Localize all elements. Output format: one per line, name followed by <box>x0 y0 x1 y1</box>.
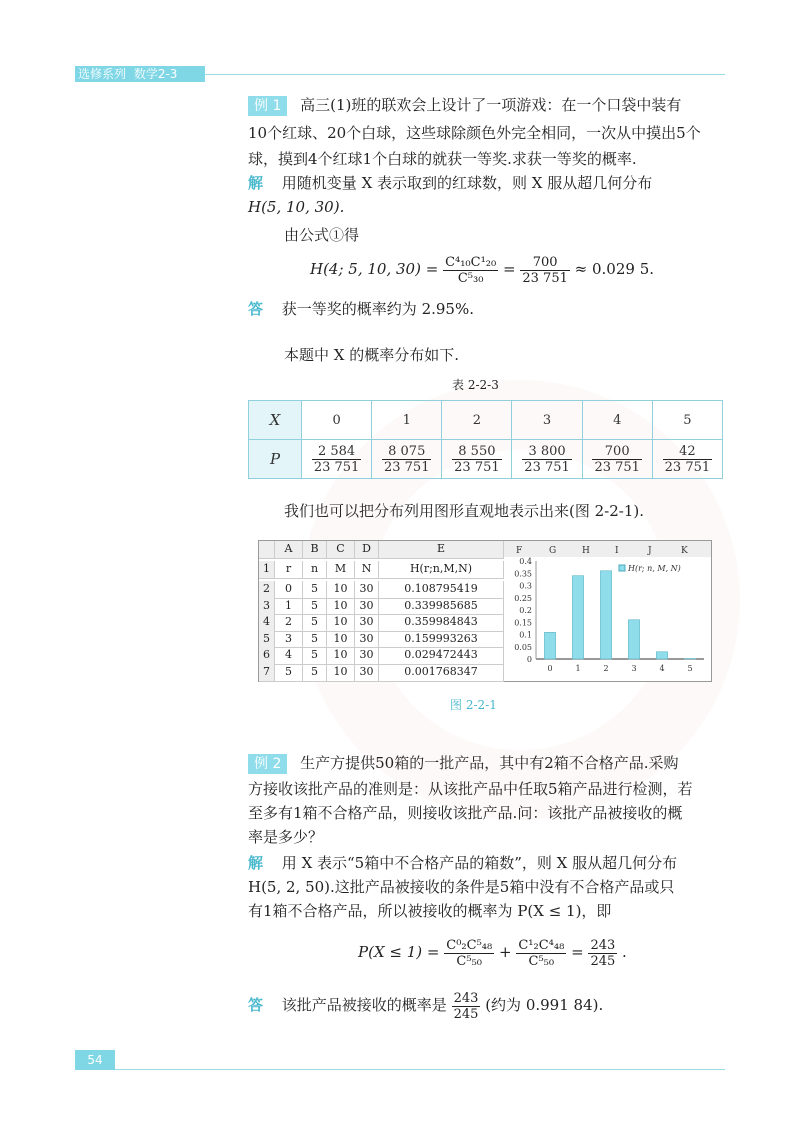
spreadsheet-figure <box>258 540 712 682</box>
sheet-cell: 10 <box>327 664 355 681</box>
chart-bar <box>656 652 667 659</box>
sheet-cell: 30 <box>355 614 379 631</box>
formula-1-frac-1-num: C⁴₁₀C¹₂₀ <box>445 254 497 270</box>
y-tick-label: 0.4 <box>519 557 532 566</box>
y-tick-label: 0.35 <box>514 569 532 579</box>
sheet-chart-column-header <box>504 541 711 557</box>
sheet-column-letter: F <box>516 546 523 556</box>
sheet-cell: 5 <box>303 631 327 648</box>
solution-1-text: 用随机变量 X 表示取到的红球数，则 X 服从超几何分布 <box>281 174 653 192</box>
sheet-cell: 2 <box>259 581 275 598</box>
sheet-cell: n <box>303 561 327 578</box>
solution-2-line-1 <box>248 852 677 874</box>
formula-1-frac-2 <box>520 255 570 286</box>
series-name: 选修系列 <box>78 67 127 81</box>
sheet-cell: 0.339985685 <box>379 598 504 615</box>
graph-intro: 我们也可以把分布列用图形直观地表示出来(图 2-2-1). <box>284 502 645 520</box>
y-tick-label: 0.3 <box>519 581 532 591</box>
sheet-cell: B <box>303 541 327 558</box>
example-1-line-3: 球，摸到4个红球1个白球的就获一等奖.求获一等奖的概率. <box>248 150 637 168</box>
formula-2-frac-2-den: C⁵₅₀ <box>528 953 555 969</box>
solution-1-line-2: H(5, 10, 30). <box>248 198 345 216</box>
sheet-cell: 0.029472443 <box>379 647 504 664</box>
x-tick-label: 1 <box>575 664 581 673</box>
table-cell-p <box>302 440 372 479</box>
sheet-column-header <box>259 541 504 559</box>
sheet-cell: 10 <box>327 647 355 664</box>
sheet-cell: 3 <box>275 631 303 648</box>
p-num: 42 <box>663 444 713 460</box>
formula-1-frac-1 <box>443 255 498 286</box>
spreadsheet-grid <box>259 541 504 681</box>
formula-2-frac-3 <box>588 938 617 969</box>
table-cell-x: 2 <box>442 401 512 440</box>
table-cell-p <box>512 440 582 479</box>
p-den: 23 751 <box>524 459 570 475</box>
answer-2 <box>248 988 603 1022</box>
solution-2-line-3: 有1箱不合格产品，所以被接收的概率为 P(X ≤ 1)，即 <box>248 902 612 920</box>
formula-1-frac-2-num: 700 <box>520 255 570 271</box>
sheet-cell: 30 <box>355 647 379 664</box>
solution-2-line-2: H(5, 2, 50).这批产品被接收的条件是5箱中没有不合格产品或只 <box>248 878 675 896</box>
sheet-data-row <box>259 581 504 599</box>
example-2-line-4: 率是多少？ <box>248 828 324 846</box>
sheet-data-row <box>259 614 504 632</box>
sheet-header-row <box>259 561 504 579</box>
sheet-cell: 10 <box>327 614 355 631</box>
p-den: 23 751 <box>594 459 640 475</box>
sheet-cell: 1 <box>275 598 303 615</box>
p-num: 8 550 <box>452 444 502 460</box>
formula-1-left: H(4; 5, 10, 30) = <box>310 260 439 278</box>
y-tick-label: 0.15 <box>514 618 532 628</box>
table-cell-p <box>372 440 442 479</box>
sheet-cell <box>259 541 275 558</box>
table-cell-x: 1 <box>372 401 442 440</box>
table-cell-p <box>652 440 722 479</box>
sheet-cell: N <box>355 561 379 578</box>
solution-keyword: 解 <box>248 174 264 192</box>
sheet-column-letter: H <box>582 546 590 556</box>
y-tick-label: 0.2 <box>519 606 532 615</box>
sheet-cell: 4 <box>275 647 303 664</box>
formula-1 <box>310 252 654 286</box>
formula-1-frac-1-den: C⁵₃₀ <box>457 270 484 286</box>
page-number: 54 <box>75 1050 115 1070</box>
formula-2-frac-1 <box>444 938 494 969</box>
solution-1-line-3: 由公式①得 <box>284 226 360 244</box>
sheet-cell: 0.108795419 <box>379 581 504 598</box>
sheet-cell: 5 <box>303 581 327 598</box>
p-den: 23 751 <box>383 459 430 475</box>
y-tick-label: 0.05 <box>514 642 532 652</box>
sheet-cell: H(r;n,M,N) <box>379 561 504 578</box>
chart-bar <box>544 632 555 659</box>
formula-2-plus: + <box>498 943 512 961</box>
formula-2-eq: = <box>571 943 584 961</box>
y-tick-label: 0 <box>526 655 532 664</box>
answer-2-frac-den: 245 <box>453 1006 479 1022</box>
y-tick-label: 0.25 <box>514 593 532 603</box>
formula-1-frac-2-den: 23 751 <box>522 270 568 286</box>
solution-1-line-1 <box>248 172 652 194</box>
formula-2-dot: . <box>622 943 627 961</box>
answer-2-frac <box>452 991 481 1022</box>
chart-bar <box>600 571 611 659</box>
table-cell-p <box>442 440 512 479</box>
formula-2-frac-2-num: C¹₂C⁴₄₈ <box>518 937 565 953</box>
chart-bar <box>572 576 583 659</box>
example-1-line-2: 10个红球、20个白球，这些球除颜色外完全相同，一次从中摸出5个 <box>248 124 701 142</box>
sheet-cell: 7 <box>259 664 275 681</box>
header-rule <box>205 74 725 75</box>
formula-2 <box>358 934 627 970</box>
sheet-cell: 0.359984843 <box>379 614 504 631</box>
sheet-cell: 0.159993263 <box>379 631 504 648</box>
distribution-intro: 本题中 X 的概率分布如下. <box>284 346 459 364</box>
example-2-line-2: 方接收该批产品的准则是：从该批产品中任取5箱产品进行检测，若 <box>248 780 693 798</box>
table-cell-p <box>582 440 652 479</box>
x-tick-label: 4 <box>659 664 665 673</box>
sheet-cell: 1 <box>259 561 275 578</box>
example-1-line-1 <box>248 94 681 116</box>
sheet-data-row <box>259 664 504 682</box>
chart-bar <box>628 620 639 659</box>
example-2-text: 生产方提供50箱的一批产品，其中有2箱不合格产品.采购 <box>300 754 679 772</box>
x-tick-label: 5 <box>687 664 693 673</box>
sheet-cell: 6 <box>259 647 275 664</box>
table-cell-x: 3 <box>512 401 582 440</box>
example-1-text: 高三(1)班的联欢会上设计了一项游戏：在一个口袋中装有 <box>300 96 682 114</box>
answer-2-text: 该批产品被接收的概率是 <box>281 996 447 1014</box>
p-den: 23 751 <box>664 459 711 475</box>
p-num: 8 075 <box>382 444 432 460</box>
sheet-cell: 2 <box>275 614 303 631</box>
formula-1-approx: ≈ 0.029 5. <box>574 260 655 278</box>
formula-2-frac-1-num: C⁰₂C⁵₄₈ <box>446 937 493 953</box>
sheet-cell: 10 <box>327 581 355 598</box>
p-num: 700 <box>592 444 642 460</box>
p-den: 23 751 <box>454 459 500 475</box>
book-name: 数学2-3 <box>133 67 178 81</box>
answer-1-text: 获一等奖的概率约为 2.95%. <box>281 300 474 318</box>
formula-1-eq: = <box>503 260 516 278</box>
sheet-cell: 10 <box>327 598 355 615</box>
sheet-cell: 0.001768347 <box>379 664 504 681</box>
sheet-cell: 10 <box>327 631 355 648</box>
legend-swatch <box>619 565 625 571</box>
sheet-column-letter: J <box>648 546 652 556</box>
sheet-column-letter: K <box>681 546 688 556</box>
sheet-cell: 30 <box>355 631 379 648</box>
sheet-cell: 4 <box>259 614 275 631</box>
table-row-x <box>249 401 723 440</box>
sheet-data-row <box>259 598 504 616</box>
example-2-tag: 例 2 <box>248 754 287 774</box>
sheet-cell: 5 <box>275 664 303 681</box>
table-row-p <box>249 440 723 479</box>
distribution-table <box>248 400 723 479</box>
table-caption: 表 2-2-3 <box>452 378 499 392</box>
table-header-p: P <box>249 440 302 479</box>
sheet-data-row <box>259 631 504 649</box>
sheet-column-letter: G <box>549 546 557 556</box>
bar-chart <box>504 541 711 681</box>
sheet-cell: D <box>355 541 379 558</box>
sheet-cell: 5 <box>259 631 275 648</box>
sheet-cell: A <box>275 541 303 558</box>
example-1-tag: 例 1 <box>248 96 287 116</box>
sheet-cell: 3 <box>259 598 275 615</box>
sheet-cell: 5 <box>303 664 327 681</box>
x-tick-label: 2 <box>603 664 609 673</box>
formula-2-frac-2 <box>516 938 566 969</box>
x-tick-label: 0 <box>547 664 553 673</box>
running-header <box>78 66 177 82</box>
formula-2-left: P(X ≤ 1) = <box>358 943 440 961</box>
formula-2-frac-3-den: 245 <box>590 953 616 969</box>
sheet-data-row <box>259 647 504 665</box>
sheet-cell: 5 <box>303 598 327 615</box>
answer-2-tail: (约为 0.991 84). <box>485 996 604 1014</box>
example-2-line-3: 至多有1箱不合格产品，则接收该批产品.问：该批产品被接收的概 <box>248 804 683 822</box>
sheet-cell: 30 <box>355 581 379 598</box>
x-tick-label: 3 <box>631 664 637 673</box>
table-cell-x: 0 <box>302 401 372 440</box>
solution-2-text: 用 X 表示“5箱中不合格产品的箱数”，则 X 服从超几何分布 <box>281 854 678 872</box>
table-cell-x: 5 <box>652 401 722 440</box>
sheet-cell: 30 <box>355 664 379 681</box>
sheet-column-letter: I <box>615 546 619 556</box>
figure-caption: 图 2-2-1 <box>450 698 497 712</box>
y-tick-label: 0.1 <box>519 630 532 640</box>
sheet-cell: E <box>379 541 504 558</box>
sheet-cell: 30 <box>355 598 379 615</box>
table-header-x: X <box>249 401 302 440</box>
formula-2-frac-3-num: 243 <box>590 937 616 953</box>
formula-2-frac-1-den: C⁵₅₀ <box>456 953 483 969</box>
table-cell-x: 4 <box>582 401 652 440</box>
p-num: 2 584 <box>312 444 362 460</box>
sheet-cell: r <box>275 561 303 578</box>
sheet-cell: M <box>327 561 355 578</box>
p-den: 23 751 <box>313 459 360 475</box>
answer-2-frac-num: 243 <box>453 990 479 1006</box>
example-2-line-1 <box>248 752 679 774</box>
legend-label: H(r; n, M, N) <box>628 564 681 573</box>
solution-keyword: 解 <box>248 854 264 872</box>
answer-keyword: 答 <box>248 300 264 318</box>
sheet-cell: 5 <box>303 614 327 631</box>
footer-rule <box>115 1069 725 1070</box>
sheet-cell: C <box>327 541 355 558</box>
answer-keyword: 答 <box>248 996 264 1014</box>
answer-1 <box>248 298 474 320</box>
sheet-cell: 5 <box>303 647 327 664</box>
p-num: 3 800 <box>522 444 572 460</box>
sheet-cell: 0 <box>275 581 303 598</box>
